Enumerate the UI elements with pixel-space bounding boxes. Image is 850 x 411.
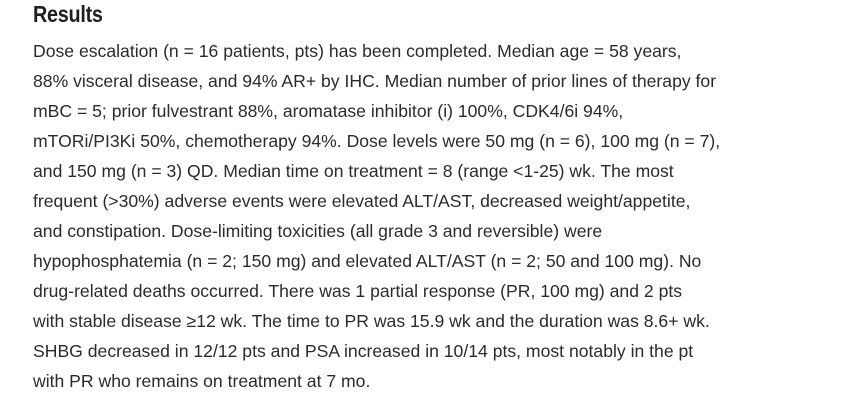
paragraph-line: and 150 mg (n = 3) QD. Median time on treatment = 8 (range <1-25) wk. The most (33, 161, 674, 181)
paragraph-line: hypophosphatemia (n = 2; 150 mg) and elevated ALT/AST (n = 2; 50 and 100 mg). No (33, 251, 702, 271)
paragraph-line: 88% visceral disease, and 94% AR+ by IHC. Median number of prior lines of therapy for (33, 71, 717, 91)
paragraph-line: mBC = 5; prior fulvestrant 88%, aromatase inhibitor (i) 100%, CDK4/6i 94%, (33, 101, 624, 121)
paragraph-line: SHBG decreased in 12/12 pts and PSA increased in 10/14 pts, most notably in the pt (33, 341, 694, 361)
paragraph-line: with stable disease ≥12 wk. The time to PR was 15.9 wk and the duration was 8.6+ wk. (33, 311, 710, 331)
section-heading: Results (33, 1, 103, 27)
paragraph-line: with PR who remains on treatment at 7 mo. (33, 371, 371, 391)
paragraph-line: drug-related deaths occurred. There was 1 partial response (PR, 100 mg) and 2 pts (33, 281, 683, 301)
paragraph-line: Dose escalation (n = 16 patients, pts) has been completed. Median age = 58 years, (33, 41, 682, 61)
results-section (33, 0, 833, 396)
paragraph-line: mTORi/PI3Ki 50%, chemotherapy 94%. Dose levels were 50 mg (n = 6), 100 mg (n = 7), (33, 131, 721, 151)
paragraph-line: and constipation. Dose-limiting toxicities (all grade 3 and reversible) were (33, 221, 603, 241)
results-paragraph (33, 36, 833, 396)
paragraph-line: frequent (>30%) adverse events were elevated ALT/AST, decreased weight/appetite, (33, 191, 691, 211)
